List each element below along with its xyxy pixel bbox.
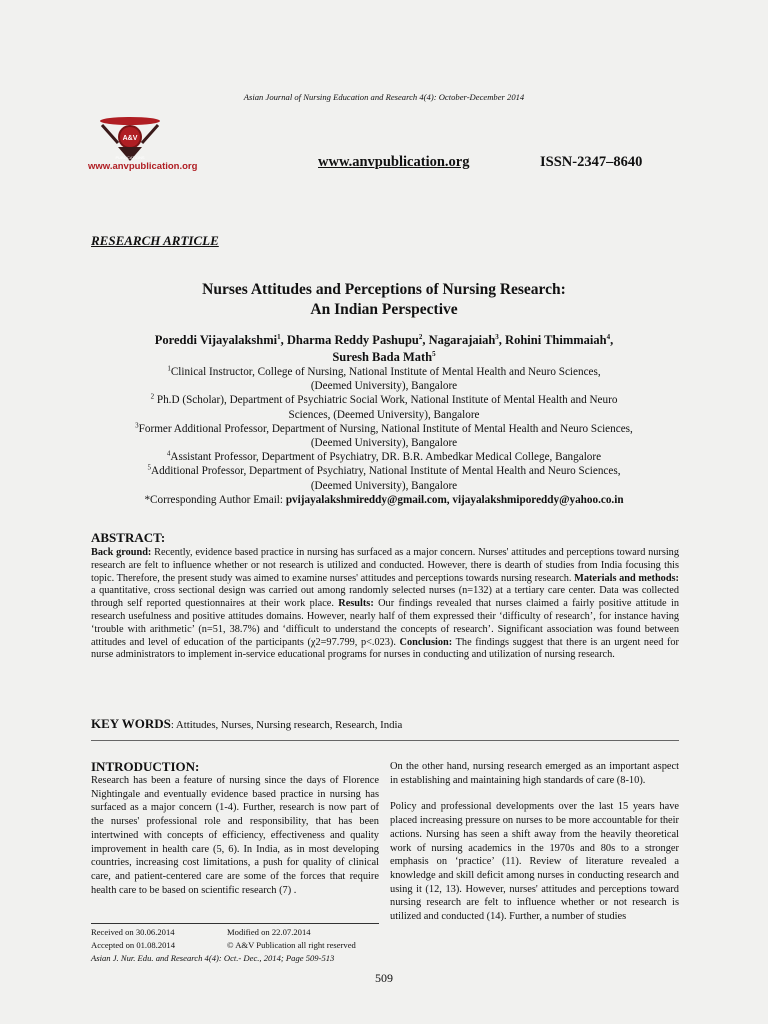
affiliation-line: (Deemed University), Bangalore xyxy=(310,437,458,450)
author-list xyxy=(0,332,768,366)
author-superscript: 5 xyxy=(432,349,436,358)
keywords xyxy=(91,716,679,732)
affiliation-line: $^3$Former Additional Professor, Department of Nursing, National Institute of Mental Health and Neuro Sciences, xyxy=(135,421,633,435)
corresponding-label: *Corresponding Author Email: xyxy=(144,493,286,506)
abstract-methods-text: a quantitative, cross sectional design was carried out among randomly selected nurses (n=132) at a tertiary care center. Data was collected through self reported questionnaires at their work place. xyxy=(91,585,679,610)
author-superscript: 4 xyxy=(606,332,611,341)
accepted-date: Accepted on 01.08.2014 xyxy=(91,940,176,950)
logo-url: www.anvpublication.org xyxy=(88,161,198,172)
paragraph: Policy and professional developments over the last 15 years have placed increasing pressure on nurses to be more accountable for their actions. Nursing has seen a shift away from the heavily theoretical work of nursing academics in the 1970s and 80s to a stronger emphasis on ‘practice’ (11). Review of literature revealed a knowledge and skill deficit among nurses in conducting research and using it (12, 13). However, nurses' attitudes and perceptions toward nursing research are felt to influence whether or not research is utilized and conducted (14). Further, a number of studies xyxy=(390,801,679,923)
copyright-notice: © A&V Publication all right reserved xyxy=(227,940,356,950)
abstract-conclusion-label: Conclusion: xyxy=(399,636,453,648)
affiliation-line: Sciences, (Deemed University), Bangalore xyxy=(288,408,480,421)
author-name: , Dharma Reddy Pashupu xyxy=(280,333,419,347)
affiliation-line: (Deemed University), Bangalore xyxy=(310,380,458,393)
affiliation-line: $^5$Additional Professor, Department of Psychiatry, National Institute of Mental Health and Neuro Sciences, xyxy=(147,463,621,478)
abstract-conclusion-text: The findings suggest that there is an urgent need for nurse administrators to implement in-service educational programs for nurses in conducting and utilization of nursing research. xyxy=(91,636,679,661)
title-line-1: Nurses Attitudes and Perceptions of Nursing Research: xyxy=(202,281,566,298)
introduction-heading: INTRODUCTION: xyxy=(91,759,200,774)
website-link[interactable]: www.anvpublication.org xyxy=(318,154,470,170)
affiliation-line: (Deemed University), Bangalore xyxy=(310,479,458,492)
abstract-background-text: Recently, evidence based practice in nursing has surfaced as a major concern. Nurses' attitudes and perceptions toward nursing research are felt to influence whether or not research is utilized and conducted. However, there is dearth of studies from India focusing this topic. Therefore, the present study was aimed to examine nurses' attitudes and perceptions towards nursing research. xyxy=(91,547,679,584)
section-divider xyxy=(91,740,679,741)
affiliation-line: $^2$ Ph.D (Scholar), Department of Psychiatric Social Work, National Institute of Mental Health and Neuro xyxy=(150,392,618,407)
author-name: Poreddi Vijayalakshmi xyxy=(154,333,278,347)
abstract-heading: ABSTRACT: xyxy=(91,530,166,545)
introduction-right-column xyxy=(390,760,679,937)
paragraph: On the other hand, nursing research emerged as an important aspect in establishing and maintaining high standards of care (8-10). xyxy=(390,761,679,786)
received-date: Received on 30.06.2014 xyxy=(91,927,175,937)
author-name: , Nagarajaiah xyxy=(422,333,496,347)
footnote-divider xyxy=(91,923,379,924)
abstract-results-text: Our findings revealed that nurses claimed a fairly positive attitude in research usefulness and positive attitudes domains. However, nearly half of them expressed their ‘difficulty of research’, for instance having ‘trouble with arithmetic’ (n=51, 38.7%) and ‘difficult to understand the concepts of research’. Significant association was found between attitudes and level of education of the participants (χ2=97.799, p<.023). xyxy=(91,598,679,648)
corresponding-author xyxy=(0,493,768,507)
author-separator: , xyxy=(610,333,614,347)
abstract-background-label: Back ground: xyxy=(91,547,152,558)
keywords-label: KEY WORDS xyxy=(91,716,171,731)
introduction-left-column: Research has been a feature of nursing since the days of Florence Nightingale and eventually evidence based practice in nursing has surfaced as a major concern (1-4). Further, research is now part of the nurses' professional role and responsibility, that has been intertwined with concepts of efficiency, effectiveness and quality improvement in health care (5, 6). In India, as in most developing countries, increasing cost limitations, a push for quality of clinical care, and patient-centered care are some of the forces that require health care to be based on scientific research (7) . xyxy=(91,775,379,896)
article-type: RESEARCH ARTICLE xyxy=(91,233,219,248)
corresponding-emails[interactable]: pvijayalakshmireddy@gmail.com, vijayalakshmiporeddy@yahoo.co.in xyxy=(285,493,624,506)
citation-line: Asian J. Nur. Edu. and Research 4(4): Oct.- Dec., 2014; Page 509-513 xyxy=(91,953,335,963)
affiliation-line: $^4$Assistant Professor, Department of Psychiatry, DR. B.R. Ambedkar Medical College, Bangalore xyxy=(166,449,602,464)
logo-text: A&V xyxy=(122,135,138,142)
page-number: 509 xyxy=(375,971,393,985)
journal-header-line: Asian Journal of Nursing Education and Research 4(4): October-December 2014 xyxy=(243,92,525,102)
abstract-methods-label: Materials and methods: xyxy=(574,572,679,584)
author-superscript: 1 xyxy=(277,332,281,341)
modified-date: Modified on 22.07.2014 xyxy=(227,927,311,937)
logo-subtext: PUBLICATIONS xyxy=(115,155,145,160)
author-superscript: 2 xyxy=(418,332,423,341)
title-line-2: An Indian Perspective xyxy=(310,301,458,318)
abstract-body xyxy=(91,547,679,662)
abstract-results-label: Results: xyxy=(338,598,374,610)
author-name: , Rohini Thimmaiah xyxy=(498,333,607,347)
keywords-text: : Attitudes, Nurses, Nursing research, Research, India xyxy=(170,719,403,731)
article-title xyxy=(0,280,768,320)
author-name: Suresh Bada Math xyxy=(332,350,433,364)
author-superscript: 3 xyxy=(495,332,499,341)
affiliation-line: $^1$Clinical Instructor, College of Nursing, National Institute of Mental Health and Neuro Sciences, xyxy=(167,364,601,378)
affiliations xyxy=(0,365,768,507)
issn: ISSN-2347–8640 xyxy=(540,154,643,170)
